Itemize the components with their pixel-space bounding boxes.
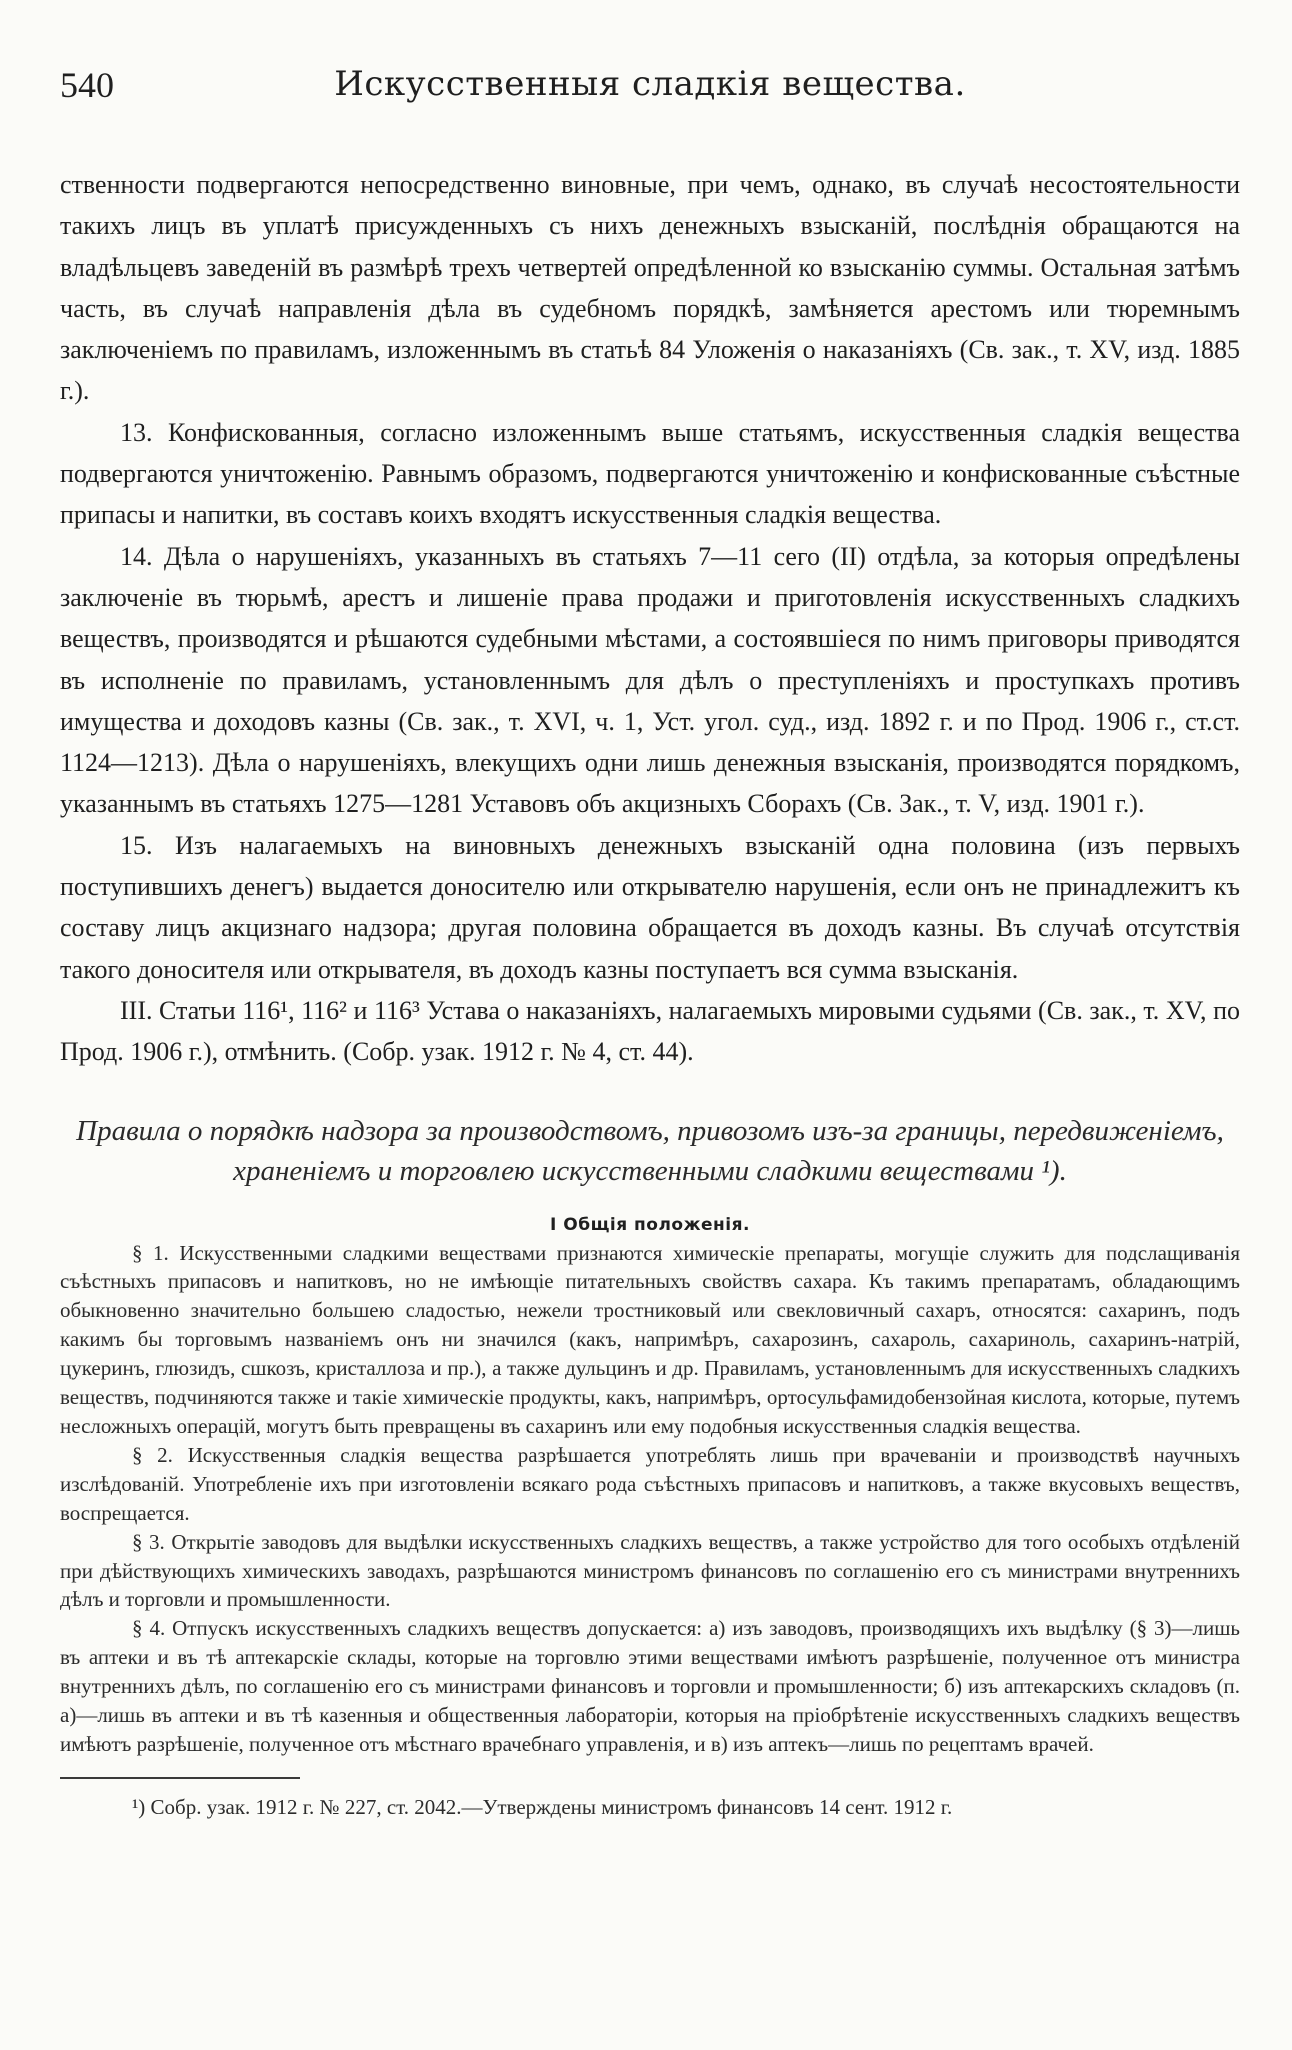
section-3: § 3. Открытіе заводовъ для выдѣлки искусственныхъ сладкихъ веществъ, а также устройство для того особыхъ отдѣленій при дѣйствующихъ химическихъ заводахъ, разрѣшаются министромъ финансовъ по соглашенію его съ министрами внутреннихъ дѣлъ и торговли и промышленности. bbox=[60, 1529, 1240, 1612]
section-heading: I Общія положенія. bbox=[550, 1214, 750, 1235]
page-number: 540 bbox=[60, 65, 114, 105]
page-header bbox=[60, 64, 1240, 124]
rules-sections bbox=[60, 1239, 1240, 1759]
paragraph-continuation: ственности подвергаются непосредственно виновные, при чемъ, однако, въ случаѣ несостоятельности такихъ лицъ въ уплатѣ присужденныхъ съ нихъ денежныхъ взысканій, послѣднія обращаются на владѣльцевъ заведеній въ размѣрѣ трехъ четвертей опредѣленной ко взысканію суммы. Остальная затѣмъ часть, въ случаѣ направленія дѣла въ судебномъ порядкѣ, замѣняется арестомъ или тюремнымъ заключеніемъ по правиламъ, изложеннымъ въ статьѣ 84 Уложенія о наказаніяхъ (Св. зак., т. XV, изд. 1885 г.). bbox=[60, 170, 1240, 406]
paragraph-iii: III. Статьи 116¹, 116² и 116³ Устава о наказаніяхъ, налагаемыхъ мировыми судьями (Св. зак., т. XV, по Прод. 1906 г.), отмѣнить. (Собр. узак. 1912 г. № 4, ст. 44). bbox=[60, 995, 1240, 1067]
section-4: § 4. Отпускъ искусственныхъ сладкихъ веществъ допускается: а) изъ заводовъ, производящихъ ихъ выдѣлку (§ 3)—лишь въ аптеки и въ тѣ аптекарскіе склады, которые на торговлю этими веществами имѣютъ разрѣшеніе, полученное отъ министра внутреннихъ дѣлъ, по соглашенію его съ министрами финансовъ и торговли и промышленности; б) изъ аптекарскихъ складовъ (п. а)—лишь въ аптеки и въ тѣ казенныя и общественныя лабораторіи, которыя на пріобрѣтеніе искусственныхъ сладкихъ веществъ имѣютъ разрѣшеніе, полученное отъ мѣстнаго врачебнаго управленія, и в) изъ аптекъ—лишь по рецептамъ врачей. bbox=[60, 1616, 1240, 1756]
rules-title: Правила о порядкѣ надзора за производствомъ, привозомъ изъ-за границы, передвиженіемъ, храненіемъ и торговлею искусственными сладкими веществами ¹). bbox=[76, 1114, 1224, 1187]
section-1: § 1. Искусственными сладкими веществами признаются химическіе препараты, могущіе служить для подслащиванія съѣстныхъ припасовъ и напитковъ, но не имѣющіе питательныхъ свойствъ сахара. Къ такимъ препаратамъ, обладающимъ обыкновенно значительно большею сладостью, нежели тростниковый или свекловичный сахаръ, относятся: сахаринъ, подъ какимъ бы торговымъ названіемъ онъ ни значился (какъ, напримѣръ, сахарозинъ, сахароль, сахариноль, сахаринъ-натрій, цукеринъ, глюзидъ, сшкозъ, кристаллоза и пр.), а также дульцинъ и др. Правиламъ, установленнымъ для искусственныхъ сладкихъ веществъ, подчиняются также и такіе химическіе продукты, какъ, напримѣръ, ортосульфамидобензойная кислота, которые, путемъ несложныхъ операцій, могутъ быть превращены въ сахаринъ или ему подобныя искусственныя сладкія вещества. bbox=[60, 1240, 1240, 1438]
main-text bbox=[60, 164, 1240, 1073]
section-2: § 2. Искусственныя сладкія вещества разрѣшается употреблять лишь при врачеваніи и производствѣ научныхъ изслѣдованій. Употребленіе ихъ при изготовленіи всякаго рода съѣстныхъ припасовъ и напитковъ, а также вкусовыхъ веществъ, воспрещается. bbox=[60, 1442, 1240, 1525]
running-title: Искусственныя сладкія вещества. bbox=[334, 64, 966, 104]
paragraph-15: 15. Изъ налагаемыхъ на виновныхъ денежныхъ взысканій одна половина (изъ первыхъ поступившихъ денегъ) выдается доносителю или открывателю нарушенія, если онъ не принадлежитъ къ составу лицъ акцизнаго надзора; другая половина обращается въ доходъ казны. Въ случаѣ отсутствія такого доносителя или открывателя, въ доходъ казны поступаетъ вся сумма взысканія. bbox=[60, 830, 1240, 984]
paragraph-13: 13. Конфискованныя, согласно изложеннымъ выше статьямъ, искусственныя сладкія вещества подвергаются уничтоженію. Равнымъ образомъ, подвергаются уничтоженію и конфискованные съѣстные припасы и напитки, въ составъ коихъ входятъ искусственныя сладкія вещества. bbox=[60, 417, 1240, 530]
paragraph-14: 14. Дѣла о нарушеніяхъ, указанныхъ въ статьяхъ 7—11 сего (II) отдѣла, за которыя опредѣлены заключеніе въ тюрьмѣ, арестъ и лишеніе права продажи и приготовленія искусственныхъ сладкихъ веществъ, производятся и рѣшаются судебными мѣстами, а состоявшіеся по нимъ приговоры приводятся въ исполненіе по правиламъ, установленнымъ для дѣлъ о преступленіяхъ и проступкахъ противъ имущества и доходовъ казны (Св. зак., т. XVI, ч. 1, Уст. угол. суд., изд. 1892 г. и по Прод. 1906 г., ст.ст. 1124—1213). Дѣла о нарушеніяхъ, влекущихъ одни лишь денежныя взысканія, производятся порядкомъ, указаннымъ въ статьяхъ 1275—1281 Уставовъ объ акцизныхъ Сборахъ (Св. Зак., т. V, изд. 1901 г.). bbox=[60, 541, 1240, 819]
footnote: ¹) Собр. узак. 1912 г. № 227, ст. 2042.—Утверждены министромъ финансовъ 14 сент. 1912 г. bbox=[132, 1794, 953, 1819]
footnote-divider bbox=[60, 1777, 300, 1779]
